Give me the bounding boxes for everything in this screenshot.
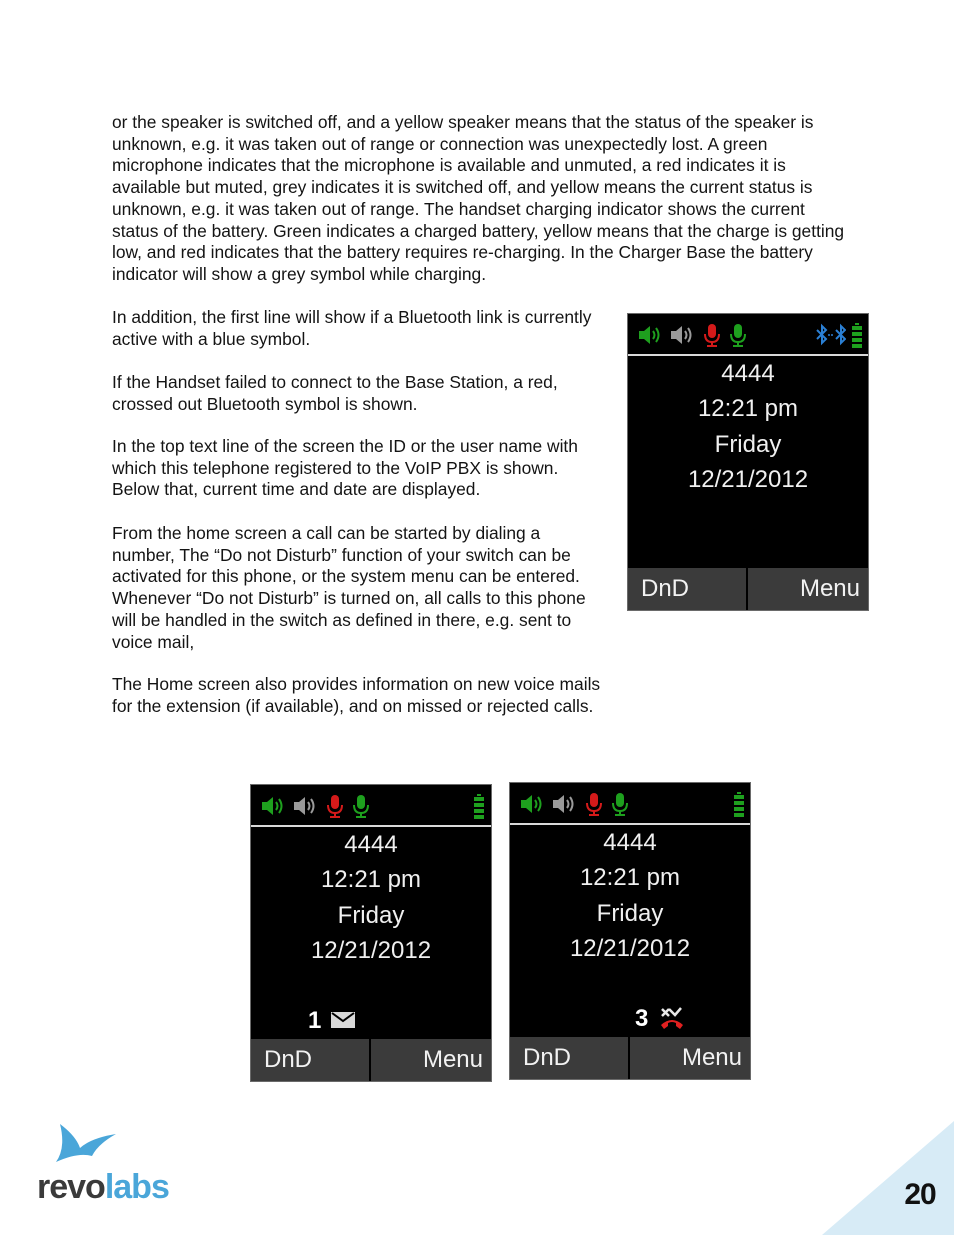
current-time: 12:21 pm: [579, 864, 681, 891]
body-paragraph: The Home screen also provides information on new voice mails for the extension (if available), and on missed or rejected calls.: [112, 674, 601, 716]
current-day: Friday: [337, 902, 405, 929]
body-paragraph: If the Handset failed to connect to the Base Station, a red, crossed out Bluetooth symbol is shown.: [112, 372, 558, 414]
speaker-grey-icon: [550, 791, 576, 817]
body-paragraph: In addition, the first line will show if a Bluetooth link is currently active with a blue symbol.: [112, 307, 592, 349]
voicemail-count: 1: [308, 1007, 322, 1034]
speaker-green-icon: [518, 791, 544, 817]
dnd-softkey[interactable]: DnD: [251, 1039, 369, 1081]
voicemail-envelope-icon: [331, 1012, 355, 1028]
mic-green-icon: [728, 322, 748, 348]
handset-home-screen: [627, 313, 869, 611]
speaker-green-icon: [259, 793, 285, 819]
speaker-green-icon: [636, 322, 662, 348]
mic-green-icon: [351, 793, 371, 819]
battery-green-icon: [852, 322, 862, 348]
current-time: 12:21 pm: [697, 395, 799, 422]
battery-green-icon: [734, 791, 744, 817]
status-bar: [510, 783, 750, 825]
handset-home-screen: [250, 784, 492, 1082]
body-paragraph: or the speaker is switched off, and a yellow speaker means that the status of the speaker is unknown, e.g. it was taken out of range or connection was unexpectedly lost. A green microphone indicates that the microphone is available and unmuted, a red indicates it is available but muted, grey indicates it is switched off, and yellow means the current status is unknown, e.g. it was taken out of range. The handset charging indicator shows the current status of the battery. Green indicates a charged battery, yellow means that the charge is getting low, and red indicates that the battery requires re-charging. In the Charger Base the battery indicator will show a grey symbol while charging.: [112, 112, 845, 284]
speaker-grey-icon: [668, 322, 694, 348]
dnd-softkey[interactable]: DnD: [510, 1037, 628, 1079]
missed-call-count: 3: [635, 1005, 649, 1032]
body-paragraph: In the top text line of the screen the ID or the user name with which this telephone registered to the VoIP PBX is shown. Below that, current time and date are displayed.: [112, 436, 578, 500]
mic-green-icon: [610, 791, 630, 817]
bluetooth-blue-icon: [814, 322, 846, 348]
speaker-grey-icon: [291, 793, 317, 819]
handset-home-screen: [509, 782, 751, 1080]
logo-text-revo: revo: [37, 1168, 105, 1206]
status-bar: [628, 314, 868, 356]
menu-softkey[interactable]: Menu: [371, 1039, 491, 1081]
mic-red-icon: [584, 791, 604, 817]
current-time: 12:21 pm: [320, 866, 422, 893]
logo-text-labs: labs: [104, 1168, 169, 1206]
user-id: 4444: [721, 360, 775, 387]
mic-red-icon: [702, 322, 722, 348]
current-date: 12/21/2012: [687, 466, 809, 493]
user-id: 4444: [344, 831, 398, 858]
dnd-softkey[interactable]: DnD: [628, 568, 746, 610]
brand-logo: [37, 1168, 169, 1207]
mic-red-icon: [325, 793, 345, 819]
status-bar: [251, 785, 491, 827]
menu-softkey[interactable]: Menu: [630, 1037, 750, 1079]
current-day: Friday: [596, 900, 664, 927]
menu-softkey[interactable]: Menu: [748, 568, 868, 610]
current-day: Friday: [714, 431, 782, 458]
body-paragraph: From the home screen a call can be started by dialing a number, The “Do not Disturb” function of your switch can be activated for this phone, or the system menu can be entered. Whenever “Do not Disturb” is turned on, all calls to this phone will be handled in the switch as defined in there, e.g. sent to voice mail,: [112, 523, 586, 652]
missed-call-icon: [659, 1005, 685, 1031]
battery-green-icon: [474, 793, 484, 819]
page-number: 20: [904, 1178, 936, 1211]
current-date: 12/21/2012: [569, 935, 691, 962]
current-date: 12/21/2012: [310, 937, 432, 964]
user-id: 4444: [603, 829, 657, 856]
